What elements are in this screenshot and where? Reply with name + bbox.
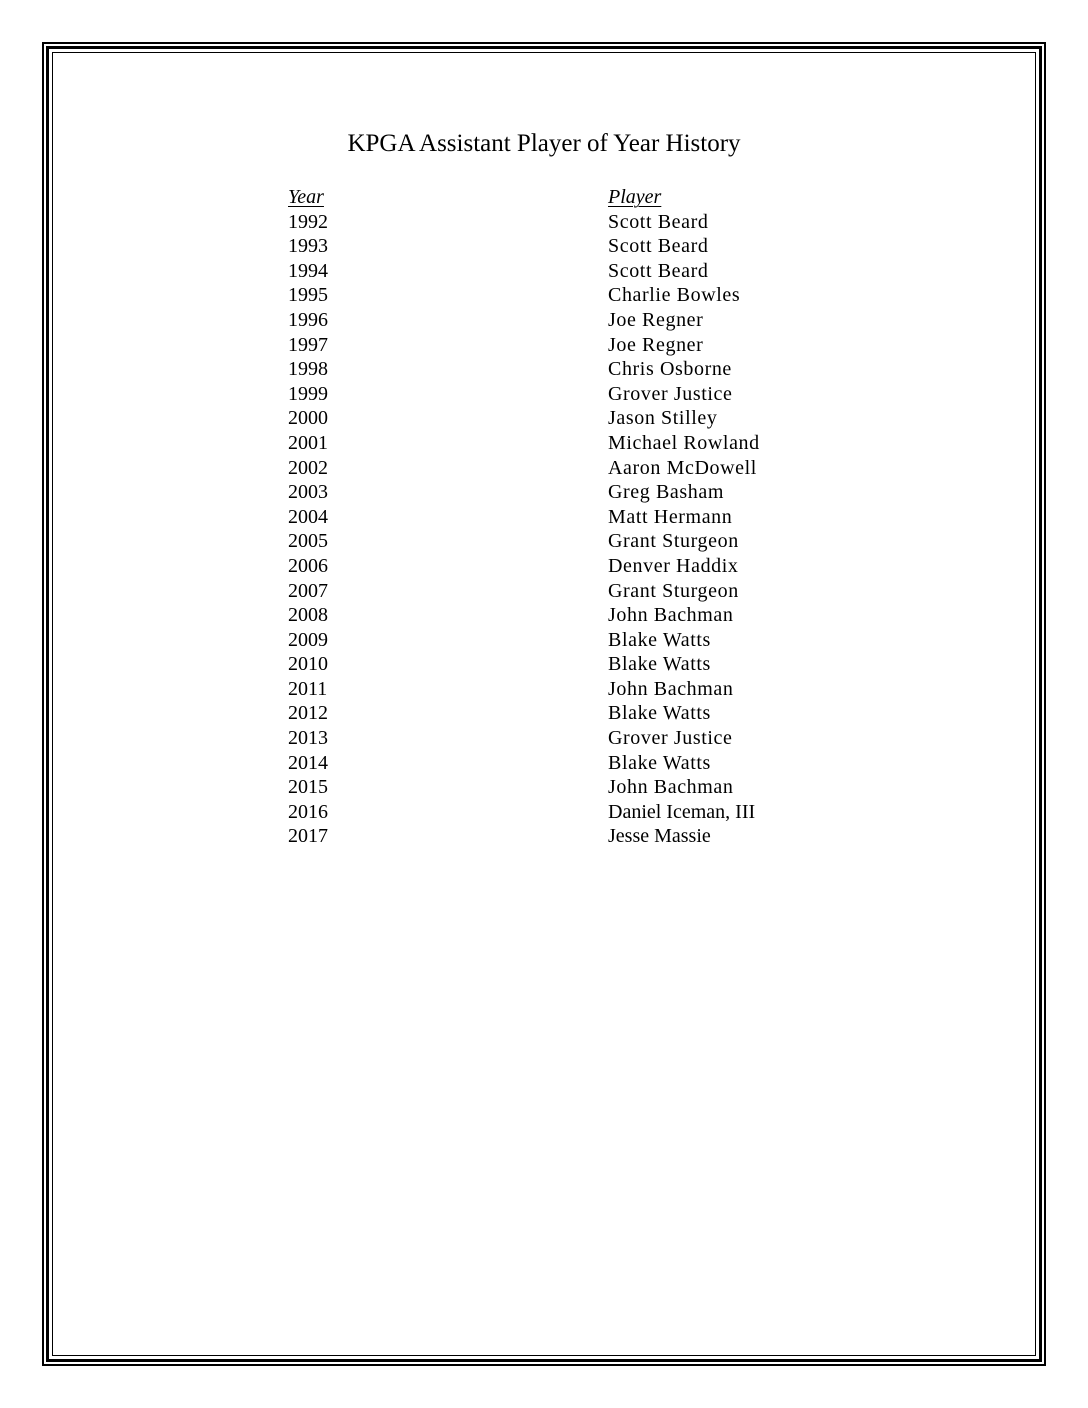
table-row: [288, 283, 848, 308]
table-row: [288, 308, 848, 333]
table-row: [288, 382, 848, 407]
table-row: [288, 800, 848, 825]
player-cell: Charlie Bowles: [608, 284, 741, 307]
table-header: [288, 185, 848, 210]
year-cell: 1995: [288, 284, 328, 307]
player-column-header: Player: [608, 186, 662, 208]
player-cell: Matt Hermann: [608, 505, 733, 528]
player-cell: Grant Sturgeon: [608, 579, 739, 602]
table-row: [288, 259, 848, 284]
player-cell: John Bachman: [608, 604, 734, 627]
player-cell: Denver Haddix: [608, 554, 739, 577]
table-row: [288, 456, 848, 481]
player-cell: Jesse Massie: [608, 825, 711, 848]
table-row: [288, 406, 848, 431]
player-cell: Scott Beard: [608, 235, 709, 258]
year-cell: 2008: [288, 604, 328, 627]
table-row: [288, 210, 848, 235]
table-row: [288, 505, 848, 530]
player-cell: Chris Osborne: [608, 358, 732, 381]
year-cell: 2013: [288, 727, 328, 750]
player-cell: Michael Rowland: [608, 431, 760, 454]
year-cell: 1997: [288, 333, 328, 356]
player-cell: Daniel Iceman, III: [608, 800, 756, 823]
player-cell: Blake Watts: [608, 702, 711, 725]
table-row: [288, 726, 848, 751]
player-cell: Blake Watts: [608, 653, 711, 676]
year-cell: 2004: [288, 505, 328, 528]
player-cell: John Bachman: [608, 776, 734, 799]
year-cell: 1993: [288, 235, 328, 258]
table-row: [288, 751, 848, 776]
player-cell: Blake Watts: [608, 751, 711, 774]
year-cell: 2002: [288, 456, 328, 479]
table-row: [288, 431, 848, 456]
year-cell: 1992: [288, 210, 328, 233]
table-row: [288, 333, 848, 358]
history-table: [288, 185, 848, 849]
table-row: [288, 357, 848, 382]
year-cell: 2011: [288, 677, 328, 700]
table-row: [288, 701, 848, 726]
year-cell: 1994: [288, 259, 328, 282]
year-cell: 1998: [288, 358, 328, 381]
year-cell: 2015: [288, 776, 328, 799]
year-cell: 2005: [288, 530, 328, 553]
table-row: [288, 554, 848, 579]
player-cell: Grover Justice: [608, 727, 733, 750]
year-cell: 2003: [288, 481, 328, 504]
year-cell: 2017: [288, 825, 328, 848]
player-cell: Joe Regner: [608, 308, 704, 331]
year-cell: 2014: [288, 751, 328, 774]
player-cell: Grant Sturgeon: [608, 530, 739, 553]
year-column-header: Year: [288, 186, 324, 208]
page-title: KPGA Assistant Player of Year History: [347, 130, 741, 157]
year-cell: 1999: [288, 382, 328, 405]
player-cell: Aaron McDowell: [608, 456, 757, 479]
year-cell: 2016: [288, 800, 328, 823]
player-cell: Blake Watts: [608, 628, 711, 651]
year-cell: 1996: [288, 308, 328, 331]
year-cell: 2012: [288, 702, 328, 725]
table-row: [288, 234, 848, 259]
table-row: [288, 529, 848, 554]
year-cell: 2007: [288, 579, 328, 602]
player-cell: Grover Justice: [608, 382, 733, 405]
player-cell: Scott Beard: [608, 259, 709, 282]
table-body: [288, 210, 848, 849]
table-row: [288, 652, 848, 677]
table-row: [288, 480, 848, 505]
table-row: [288, 603, 848, 628]
player-cell: John Bachman: [608, 677, 734, 700]
year-cell: 2009: [288, 628, 328, 651]
player-cell: Jason Stilley: [608, 407, 718, 430]
year-cell: 2001: [288, 431, 328, 454]
year-cell: 2010: [288, 653, 328, 676]
table-row: [288, 677, 848, 702]
year-cell: 2000: [288, 407, 328, 430]
table-row: [288, 824, 848, 849]
player-cell: Greg Basham: [608, 481, 725, 504]
player-cell: Joe Regner: [608, 333, 704, 356]
table-row: [288, 579, 848, 604]
player-cell: Scott Beard: [608, 210, 709, 233]
year-cell: 2006: [288, 554, 328, 577]
table-row: [288, 628, 848, 653]
table-row: [288, 775, 848, 800]
